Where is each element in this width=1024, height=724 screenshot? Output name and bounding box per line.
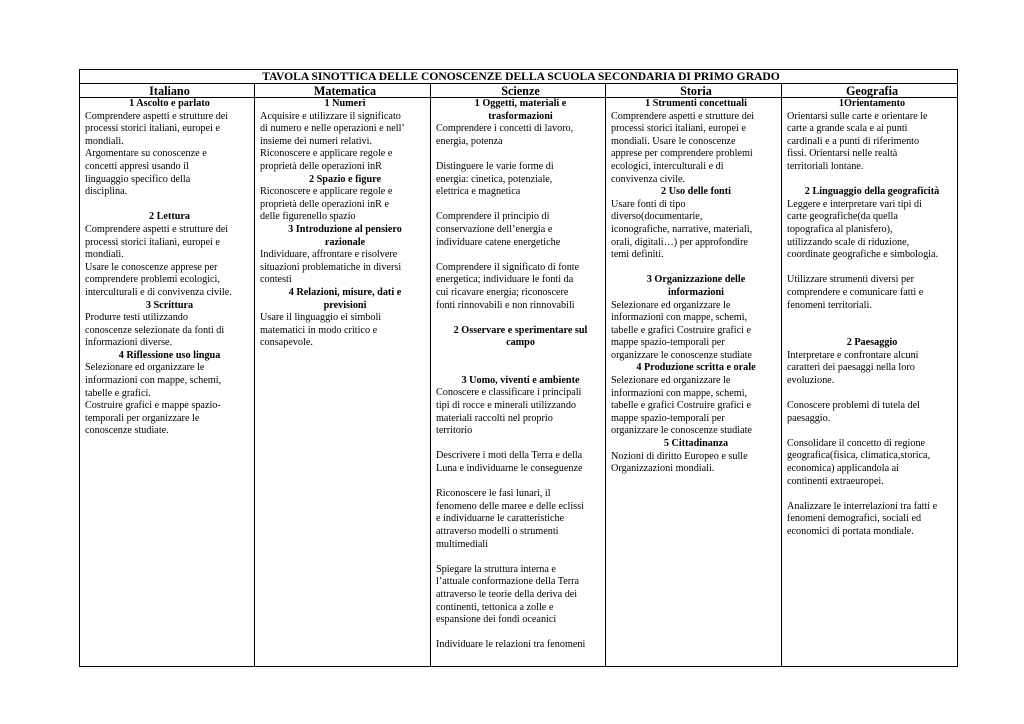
section-text: Usare il linguaggio ei simboli matematici in modo critico e consapevole. (260, 312, 382, 349)
cell-matematica (255, 98, 431, 667)
section-title: 2 Spazio e figure (309, 173, 381, 185)
section-text: Comprendere i concetti di lavoro, energia, potenza (436, 123, 574, 147)
section-text: Riconoscere e applicare regole e proprietà delle operazioni inR e delle figurenello spazio (260, 186, 393, 223)
section-title: 1 Numeri (324, 98, 366, 109)
section-text: Spiegare la struttura interna e l’attuale conformazione della Terra attraverso le teorie della deriva dei continenti, tettonica a zolle e espansione dei fondi oceanici (436, 563, 580, 626)
section-title: 1 Strumenti concettuali (645, 98, 747, 109)
col-header-storia: Storia (606, 84, 782, 98)
cell-storia (606, 98, 782, 667)
cell-scienze (431, 98, 606, 667)
section-title: 3 Introduzione al pensiero razionale (288, 223, 402, 248)
section-title: 3 Uomo, viventi e ambiente (461, 374, 580, 386)
section-text: Selezionare ed organizzare le informazioni con mappe, schemi, tabelle e grafici. Costruire grafici e mappe spazio- temporali per organizzare le conoscenze studiate. (85, 362, 222, 437)
section-title: 3 Organizzazione delle informazioni (646, 274, 746, 298)
section-text: Acquisire e utilizzare il significato di numero e nelle operazioni e nell’ insieme dei numeri relativi. Riconoscere e applicare regole e proprietà delle operazioni inR (260, 110, 405, 172)
section-text: Comprendere aspetti e strutture dei processi storici italiani, europei e mondiali. Usare le conoscenze apprese per comprendere problemi ecologici, interculturali e di convivenza civile. (611, 110, 755, 185)
section-title: 5 Cittadinanza (663, 438, 729, 450)
table-title: TAVOLA SINOTTICA DELLE CONOSCENZE DELLA SCUOLA SECONDARIA DI PRIMO GRADO (80, 70, 958, 84)
section-title: 2 Lettura (148, 211, 191, 223)
section-title: 2 Uso delle fonti (661, 186, 731, 198)
section-text: Individuare le relazioni tra fenomeni (436, 639, 586, 651)
section-text: Comprendere il significato di fonte energetica; individuare le fonti da cui ricavare energia; riconoscere fonti rinnovabili e non rinnovabili (436, 261, 580, 311)
section-text: Distinguere le varie forme di energia: cinetica, potenziale, elettrica e magnetica (436, 160, 554, 198)
section-text: Usare fonti di tipo diverso(documentarie, iconografiche, narrative, materiali, orali, digitali…) per approfondire temi definiti. (611, 198, 753, 261)
section-text: Orientarsi sulle carte e orientare le carte a grande scala e ai punti cardinali e a punti di riferimento fissi. Orientarsi nelle realtà territoriali lontane. (787, 110, 928, 172)
section-title: 4 Produzione scritta e orale (636, 362, 756, 374)
cell-geografia (782, 98, 958, 667)
section-text: Selezionare ed organizzare le informazioni con mappe, schemi, tabelle e grafici Costruire grafici e mappe spazio-temporali per organizzare le conoscenze studiate (611, 375, 752, 437)
synoptic-table (79, 69, 958, 667)
section-title: 2 Osservare e sperimentare sul campo (453, 324, 588, 349)
section-text: Produrre testi utilizzando conoscenze selezionate da fonti di informazioni diverse. (85, 312, 225, 349)
col-header-geografia: Geografia (782, 84, 958, 98)
section-text: Comprendere aspetti e strutture dei processi storici italiani, europei e mondiali. Argomentare su conoscenze e concetti appresi usando il linguaggio specifico della disciplina. (85, 110, 229, 198)
section-text: Analizzare le interrelazioni tra fatti e fenomeni demografici, sociali ed economici di portata mondiale. (787, 500, 938, 537)
header-row (80, 84, 958, 98)
cell-italiano (80, 98, 255, 667)
section-title: 1 Oggetti, materiali e trasformazioni (474, 98, 567, 122)
section-text: Conoscere problemi di tutela del paesaggio. (787, 400, 920, 424)
section-text: Descrivere i moti della Terra e della Luna e individuarne le conseguenze (436, 450, 583, 475)
section-text: Riconoscere le fasi lunari, il fenomeno delle maree e delle eclissi e individuarne le caratteristiche attraverso modelli o strumenti multimediali (436, 488, 584, 550)
col-header-matematica: Matematica (255, 84, 431, 98)
section-title: 4 Riflessione uso lingua (118, 349, 221, 361)
section-text: Nozioni di diritto Europeo e sulle Organizzazioni mondiali. (611, 450, 748, 475)
section-title: 2 Linguaggio della geograficità (804, 186, 940, 198)
section-text: Individuare, affrontare e risolvere situazioni problematiche in diversi contesti (260, 249, 402, 286)
section-text: Comprendere il principio di conservazione dell’energia e individuare catene energetiche (436, 211, 561, 248)
section-title: 2 Paesaggio (846, 337, 898, 349)
content-row (80, 98, 958, 667)
section-title: 3 Scrittura (145, 299, 194, 311)
title-row (80, 70, 958, 84)
section-text: Conoscere e classificare i principali tipi di rocce e minerali utilizzando materiali raccolti nel proprio territorio (436, 387, 582, 437)
col-header-italiano: Italiano (80, 84, 255, 98)
section-text: Comprendere aspetti e strutture dei processi storici italiani, europei e mondiali. Usare le conoscenze apprese per comprendere problemi ecologici, interculturali e di convivenza civile. (85, 223, 232, 298)
col-header-scienze: Scienze (431, 84, 606, 98)
section-text: Utilizzare strumenti diversi per comprendere e comunicare fatti e fenomeni territoriali. (787, 274, 924, 311)
section-title: 4 Relazioni, misure, dati e previsioni (288, 286, 402, 311)
section-title: 1Orientamento (838, 98, 906, 109)
section-text: Interpretare e confrontare alcuni caratteri dei paesaggi nella loro evoluzione. (787, 349, 919, 386)
section-text: Selezionare ed organizzare le informazioni con mappe, schemi, tabelle e grafici Costruire grafici e mappe spazio-temporali per organizzare le conoscenze studiate (611, 299, 752, 361)
section-text: Consolidare il concetto di regione geografica(fisica, climatica,storica, economica) applicandola ai continenti extraeuropei. (787, 437, 931, 487)
section-text: Leggere e interpretare vari tipi di carte geografiche(da quella topografica al planisfero), utilizzando scale di riduzione, coordinate geografiche e simbologia. (787, 198, 939, 261)
section-title: 1 Ascolto e parlato (129, 98, 210, 109)
